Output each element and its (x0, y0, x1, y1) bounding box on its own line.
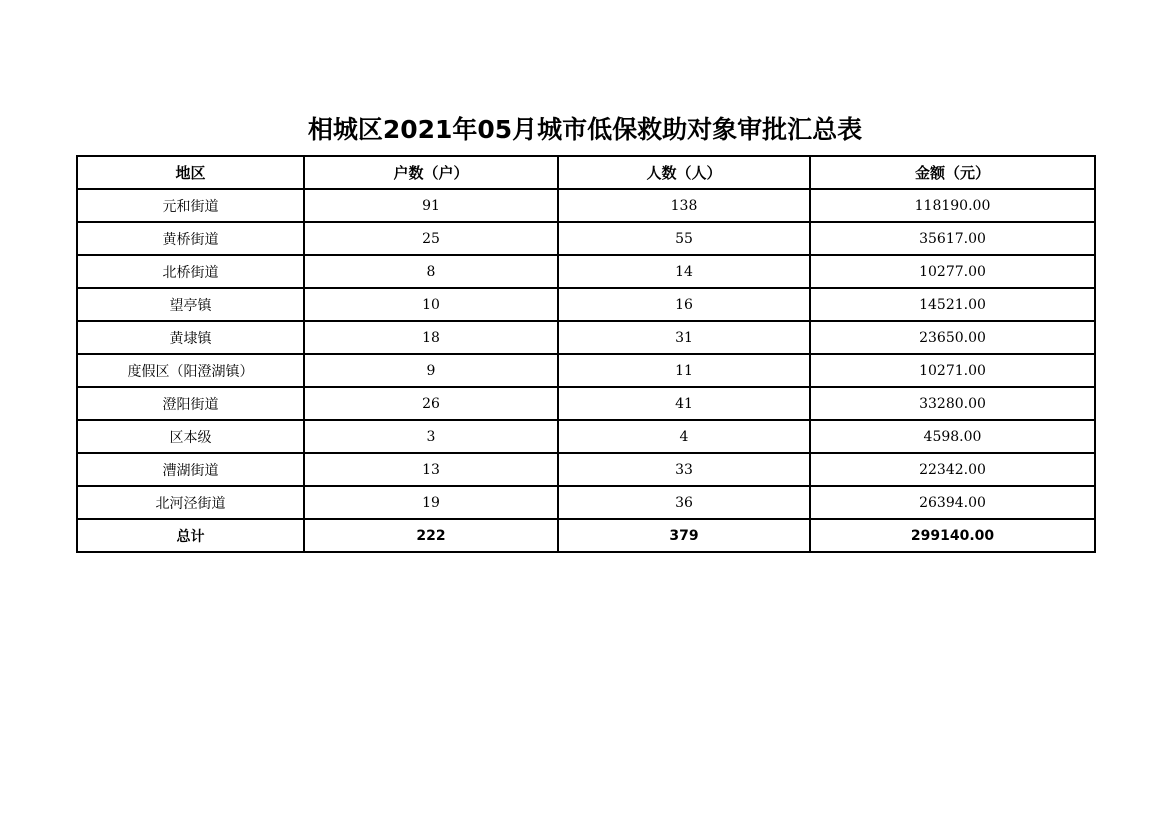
header-persons: 人数（人） (558, 156, 810, 189)
cell-persons: 31 (558, 321, 810, 354)
cell-persons: 14 (558, 255, 810, 288)
summary-table (76, 155, 1096, 553)
cell-households: 91 (304, 189, 558, 222)
cell-region: 元和街道 (77, 189, 304, 222)
table-row (77, 255, 1095, 288)
cell-amount: 118190.00 (810, 189, 1095, 222)
table-row (77, 288, 1095, 321)
header-row (77, 156, 1095, 189)
cell-households: 19 (304, 486, 558, 519)
total-row (77, 519, 1095, 552)
cell-amount: 4598.00 (810, 420, 1095, 453)
table-row (77, 420, 1095, 453)
cell-region: 黄桥街道 (77, 222, 304, 255)
cell-persons: 36 (558, 486, 810, 519)
cell-region: 北河泾街道 (77, 486, 304, 519)
cell-amount: 23650.00 (810, 321, 1095, 354)
table-row (77, 354, 1095, 387)
header-amount: 金额（元） (810, 156, 1095, 189)
document-title: 相城区2021年05月城市低保救助对象审批汇总表 (307, 115, 863, 144)
table-row (77, 189, 1095, 222)
table-row (77, 486, 1095, 519)
cell-region: 望亭镇 (77, 288, 304, 321)
cell-region: 区本级 (77, 420, 304, 453)
header-households: 户数（户） (304, 156, 558, 189)
cell-region: 度假区（阳澄湖镇） (77, 354, 304, 387)
table-body (77, 189, 1095, 552)
cell-amount: 14521.00 (810, 288, 1095, 321)
table-header (77, 156, 1095, 189)
cell-households: 13 (304, 453, 558, 486)
cell-amount: 33280.00 (810, 387, 1095, 420)
total-persons: 379 (558, 519, 810, 552)
cell-persons: 11 (558, 354, 810, 387)
cell-region: 澄阳街道 (77, 387, 304, 420)
cell-amount: 26394.00 (810, 486, 1095, 519)
cell-households: 26 (304, 387, 558, 420)
cell-region: 黄埭镇 (77, 321, 304, 354)
table-row (77, 387, 1095, 420)
cell-persons: 16 (558, 288, 810, 321)
cell-region: 北桥街道 (77, 255, 304, 288)
cell-persons: 41 (558, 387, 810, 420)
cell-persons: 4 (558, 420, 810, 453)
cell-households: 18 (304, 321, 558, 354)
table-row (77, 453, 1095, 486)
total-amount: 299140.00 (810, 519, 1095, 552)
cell-households: 9 (304, 354, 558, 387)
cell-households: 10 (304, 288, 558, 321)
cell-persons: 138 (558, 189, 810, 222)
cell-households: 3 (304, 420, 558, 453)
cell-amount: 10277.00 (810, 255, 1095, 288)
total-label: 总计 (77, 519, 304, 552)
cell-amount: 10271.00 (810, 354, 1095, 387)
cell-households: 8 (304, 255, 558, 288)
total-households: 222 (304, 519, 558, 552)
table-row (77, 222, 1095, 255)
cell-persons: 33 (558, 453, 810, 486)
table-row (77, 321, 1095, 354)
header-region: 地区 (77, 156, 304, 189)
cell-region: 漕湖街道 (77, 453, 304, 486)
cell-households: 25 (304, 222, 558, 255)
cell-persons: 55 (558, 222, 810, 255)
cell-amount: 22342.00 (810, 453, 1095, 486)
cell-amount: 35617.00 (810, 222, 1095, 255)
